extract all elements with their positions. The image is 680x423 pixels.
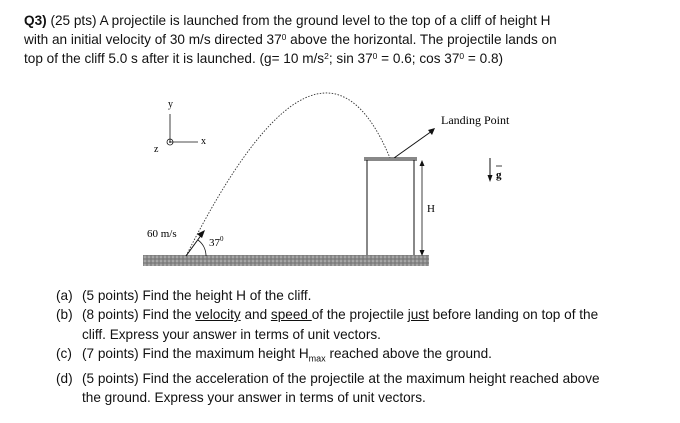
question-parts	[56, 286, 666, 408]
underline-speed: speed	[270, 307, 312, 323]
degree-mark: 0	[281, 32, 287, 42]
question-text-1: (25 pts) A projectile is launched from the ground level to the top of a cliff of height H	[50, 13, 551, 28]
question-text-3d: = 0.8)	[464, 51, 504, 66]
height-label: H	[427, 203, 435, 215]
hmax-subscript: max	[308, 353, 326, 364]
underline-just: just	[407, 307, 429, 323]
question-text-3b: ; sin 37	[328, 51, 373, 66]
part-a	[56, 286, 666, 305]
square-mark: 2	[324, 51, 329, 61]
part-d-line1: (5 points) Find the acceleration of the projectile at the maximum height reached above	[82, 370, 600, 386]
part-d	[56, 369, 666, 408]
trajectory-path	[186, 93, 390, 256]
question-text-3a: top of the cliff 5.0 s after it is launched. (g= 10 m/s	[24, 51, 325, 66]
degree-mark-2: 0	[459, 51, 465, 61]
launch-velocity-arrow	[186, 230, 205, 256]
question-text-2: with an initial velocity of 30 m/s directed 37	[24, 32, 282, 47]
gravity-label: g	[496, 169, 502, 181]
part-b-label: (b)	[56, 307, 73, 323]
axis-label-y: y	[168, 99, 173, 110]
part-d-label: (d)	[56, 370, 73, 386]
coordinate-axes	[154, 99, 206, 155]
question-text-2b: above the horizontal. The projectile lands on	[286, 32, 557, 47]
part-c-text	[82, 344, 666, 369]
part-c-pre: (7 points) Find the maximum height H	[82, 345, 309, 361]
part-c	[56, 344, 666, 369]
launch-speed-label: 60 m/s	[147, 228, 177, 240]
launch-angle-label: $37^0$	[209, 235, 224, 249]
part-b-post: before landing on top of the	[428, 307, 599, 323]
part-d-line2: the ground. Express your answer in terms of unit vectors.	[82, 390, 426, 406]
gravity-arrow	[488, 158, 503, 182]
part-a-text: (5 points) Find the height H of the cliff.	[82, 288, 312, 303]
part-d-text	[82, 369, 666, 408]
part-a-label: (a)	[56, 288, 73, 303]
underline-velocity: velocity	[195, 307, 241, 323]
landing-point-label: Landing Point	[441, 113, 510, 127]
degree-mark-1: 0	[372, 51, 378, 61]
part-b-mid2: of the projectile	[311, 307, 408, 323]
part-b-line2: cliff. Express your answer in terms of unit vectors.	[82, 326, 381, 342]
part-b-text	[82, 305, 666, 344]
cliff	[364, 158, 417, 255]
part-b-mid1: and	[240, 307, 271, 323]
axis-label-z: z	[154, 144, 159, 155]
part-c-label: (c)	[56, 345, 72, 361]
part-b-pre: (8 points) Find the	[82, 307, 196, 323]
launch-angle-arc	[198, 240, 206, 256]
part-c-post: reached above the ground.	[325, 345, 492, 361]
part-b	[56, 305, 666, 344]
height-dimension	[420, 160, 436, 256]
axis-label-x: x	[201, 136, 206, 147]
landing-arrow	[394, 128, 435, 158]
z-axis-dot	[169, 141, 171, 143]
question-text-3c: = 0.6; cos 37	[377, 51, 460, 66]
question-number: Q3)	[24, 13, 47, 28]
ground	[143, 255, 429, 266]
